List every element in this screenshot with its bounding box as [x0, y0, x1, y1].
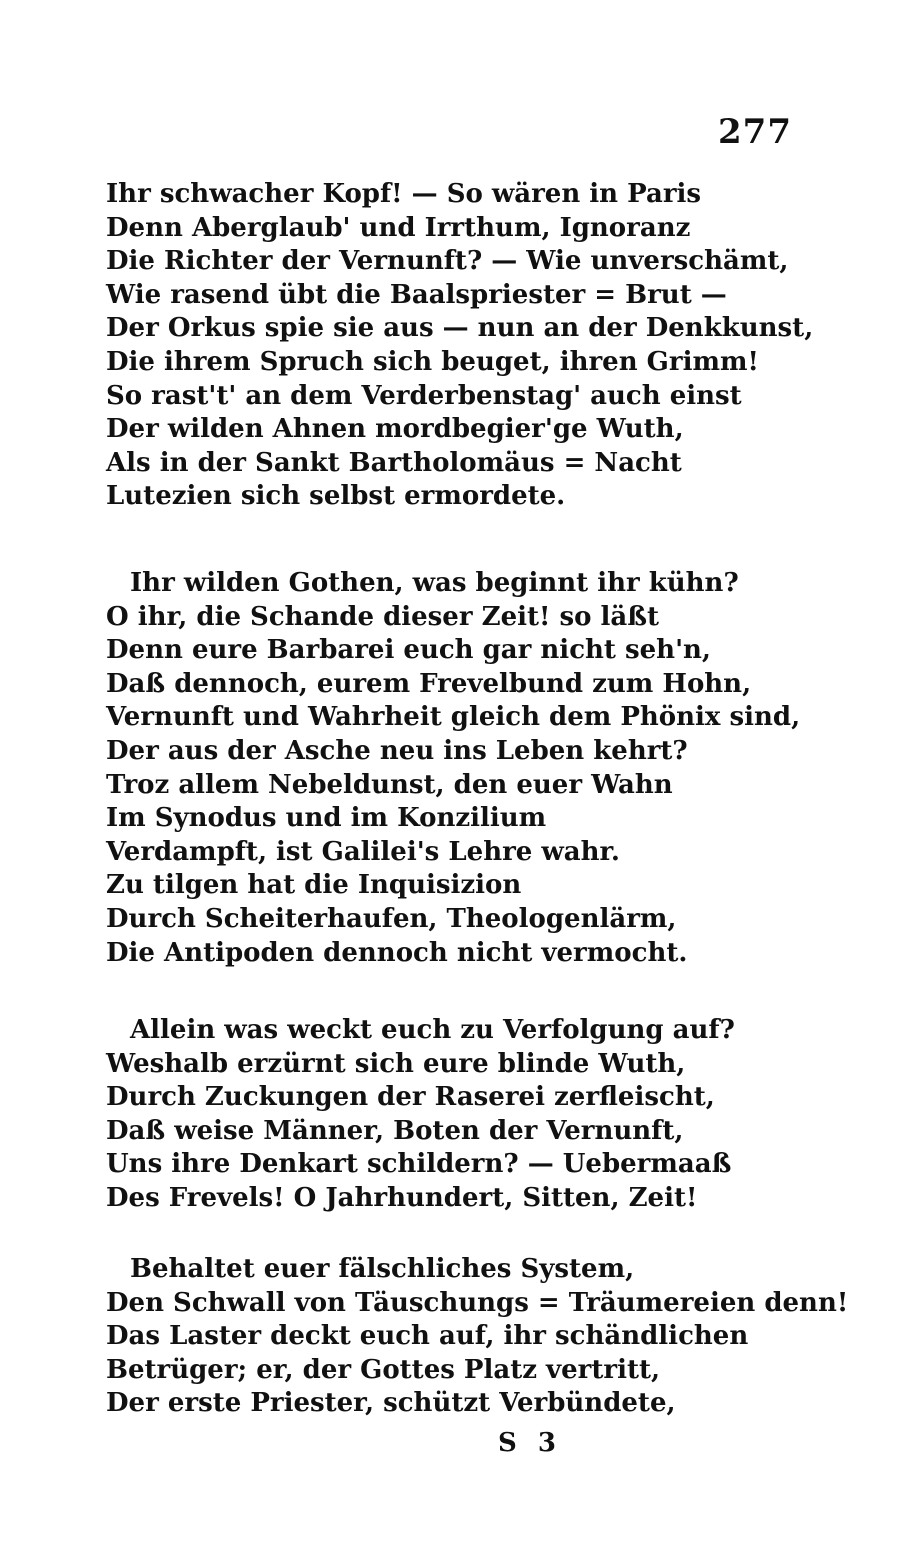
verse-line: Vernunft und Wahrheit gleich dem Phönix sind, — [106, 702, 801, 733]
verse-line: Ihr schwacher Kopf! — So wären in Paris — [106, 179, 702, 209]
verse-line: Der Orkus spie sie aus — nun an der Denkkunst, — [106, 313, 814, 344]
stanza-2 — [106, 567, 800, 970]
verse-line: Verdampft, ist Galilei's Lehre wahr. — [106, 836, 620, 867]
verse-line: Allein was weckt euch zu Verfolgung auf? — [130, 1015, 735, 1045]
verse-line: Denn eure Barbarei euch gar nicht seh'n, — [106, 635, 711, 666]
verse-line: Zu tilgen hat die Inquisizion — [106, 870, 522, 901]
verse-line: Lutezien sich selbst ermordete. — [106, 481, 566, 512]
verse-line: Betrüger; er, der Gottes Platz vertritt, — [106, 1354, 661, 1385]
verse-line: Als in der Sankt Bartholomäus = Nacht — [106, 447, 682, 478]
verse-line: Die Antipoden dennoch nicht vermocht. — [106, 937, 688, 968]
stanza-4 — [106, 1253, 848, 1421]
stanza-3 — [106, 1014, 735, 1216]
verse-line: So rast't' an dem Verderbenstag' auch einst — [106, 380, 742, 411]
page-number: 277 — [718, 112, 792, 152]
verse-line: Wie rasend übt die Baalspriester = Brut — — [106, 279, 727, 310]
verse-line: Die ihrem Spruch sich beuget, ihren Grimm! — [106, 346, 759, 377]
verse-line: Denn Aberglaub' und Irrthum, Ignoranz — [106, 212, 691, 243]
verse-line: Der erste Priester, schützt Verbündete, — [106, 1388, 676, 1419]
verse-line: Uns ihre Denkart schildern? — Uebermaaß — [106, 1149, 732, 1180]
verse-line: Daß weise Männer, Boten der Vernunft, — [106, 1115, 684, 1146]
verse-line: Der aus der Asche neu ins Leben kehrt? — [106, 735, 688, 766]
verse-line: Im Synodus und im Konzilium — [106, 803, 547, 834]
verse-line: Daß dennoch, eurem Frevelbund zum Hohn, — [106, 668, 752, 699]
verse-line: Das Laster deckt euch auf, ihr schändlichen — [106, 1321, 749, 1352]
printer-signature-mark: S 3 — [498, 1428, 562, 1458]
verse-line: O ihr, die Schande dieser Zeit! so läßt — [106, 601, 659, 632]
verse-line: Des Frevels! O Jahrhundert, Sitten, Zeit! — [106, 1182, 698, 1213]
verse-line: Behaltet euer fälschliches System, — [130, 1254, 635, 1284]
verse-line: Durch Zuckungen der Raserei zerfleischt, — [106, 1082, 715, 1113]
verse-line: Den Schwall von Täuschungs = Träumereien denn! — [106, 1287, 849, 1318]
verse-line: Der wilden Ahnen mordbegier'ge Wuth, — [106, 414, 684, 445]
verse-line: Troz allem Nebeldunst, den euer Wahn — [106, 769, 673, 800]
verse-line: Die Richter der Vernunft? — Wie unverschämt, — [106, 246, 789, 277]
stanza-1 — [106, 178, 813, 514]
verse-line: Weshalb erzürnt sich eure blinde Wuth, — [106, 1048, 686, 1079]
verse-line: Durch Scheiterhaufen, Theologenlärm, — [106, 903, 677, 934]
verse-line: Ihr wilden Gothen, was beginnt ihr kühn? — [130, 568, 739, 598]
